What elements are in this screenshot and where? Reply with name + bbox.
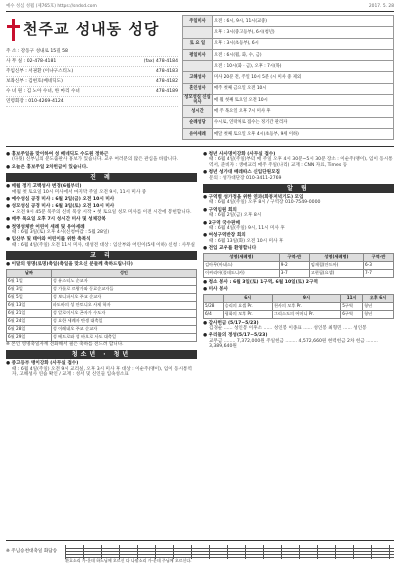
- notice-title: ● 홍보주일을 맞이하여 성 베네딕도 수도원 정하근: [6, 152, 109, 157]
- feast-cell: 6월 28일: [7, 325, 52, 333]
- feast-row: [7, 333, 197, 341]
- mass-time: 오후 : 3시(초등부), 6시: [213, 38, 394, 49]
- feast-row: [7, 285, 197, 293]
- mass-type: 성시간: [183, 106, 213, 117]
- feast-cell: 성 이레네오 주교 순교자: [51, 325, 196, 333]
- mass-row: [183, 95, 394, 106]
- mass-row: [183, 128, 394, 139]
- notice-detail: 때 : 6월 4일(주일) 오전 9시 교리실, 오후 3시 미사 후 대상 : 이순주(맹이), 임이 동시통역자, 고해성사 연습 확인 / 교재 : 성서 및 신인들 입속성소표: [12, 366, 192, 377]
- contact-row: [6, 97, 178, 107]
- notice-detail: (다윗) 신부님의 분도출판사 홍보가 있습니다. 교우 여러분의 많은 관심을 바랍니다.: [12, 157, 179, 163]
- footer: [6, 540, 394, 562]
- contact-phone: 478-4189: [155, 88, 178, 94]
- title-block: [6, 15, 178, 45]
- notice-title: ● 구역별 성가정을 위한 연과(화봉저녁기도) 모임: [203, 195, 304, 201]
- feast-cell: 6월 21일: [7, 309, 52, 317]
- mass-row: [183, 117, 394, 128]
- welcome-cell: 임재철(안드아): [309, 261, 363, 269]
- welcome-header-cell: 성명(세례명): [204, 253, 280, 261]
- mass-type: 주일미사: [183, 16, 213, 27]
- notice-title: ● 구역임원 회의: [203, 207, 237, 213]
- feast-table: [6, 269, 197, 342]
- mass-table: [182, 15, 394, 140]
- feast-row: [7, 277, 197, 285]
- section-heading-doctrine: 교 리: [6, 251, 197, 260]
- service-cell: 천사의 모후 Pr.: [272, 302, 340, 310]
- notice-detail: 때 : 6월 4일(주일) 9시, 11시 미사 후: [209, 226, 285, 232]
- service-header-cell: 11시: [341, 294, 363, 302]
- mass-type: 혼인성사: [183, 83, 213, 94]
- mass-time: 오전 : 10시(화 · 금), 오후 : 7시(목): [213, 61, 394, 72]
- service-header-cell: 오후 6시: [363, 294, 394, 302]
- welcome-cell: 7-7: [364, 269, 394, 277]
- mass-row: [183, 27, 394, 38]
- parish-info: [6, 15, 178, 143]
- content-columns: [6, 150, 394, 377]
- left-column: [6, 150, 197, 377]
- mass-type: 성모성심 신심미사: [184, 95, 211, 106]
- finance-title: ● 우리들의 정성(5/17~5/23): [203, 333, 268, 339]
- notice-title: ● 전입 교우를 환영합니다: [203, 246, 257, 252]
- welcome-header-cell: 구역-반: [364, 253, 394, 261]
- notice-title: ● 여성구역반장 회의: [203, 233, 246, 239]
- cleaning-notice: ● 청소 봉사 : 6월 3일(토) 1구역, 6월 10일(토) 2구역: [203, 279, 318, 285]
- mass-row: [183, 38, 394, 49]
- rite-notices: [6, 184, 197, 248]
- finance-list: 교무금 ........ 7,372,000원 주일헌금 ........ 4,572,660원 현력헌금 2차 헌금 ........ 3,389,640원: [209, 338, 378, 350]
- mass-time: 수시로, 연락처로 접수는 정기간 관리자: [213, 117, 394, 128]
- header-divider: [6, 146, 394, 147]
- notice-detail: 때 : 6월 13일(화) 오전 10시 미사 후: [209, 238, 284, 244]
- service-cell: 6/4: [204, 310, 224, 318]
- feast-cell: 성 알로이시오 곤자가 수도자: [51, 309, 196, 317]
- page-title: 천주교 성내동 성당: [23, 20, 160, 39]
- feast-header-cell: 날짜: [7, 269, 52, 277]
- contact-phone: 478-4182: [155, 78, 178, 84]
- notice-title: ● 매월 정기 고백성사 변경(6월부터): [6, 184, 82, 190]
- feast-cell: 성 베드로와 성 바오로 사도 대축일: [51, 333, 196, 341]
- notice-title: ● 성모성심 공경 미사 : 6월 3일(토) 오전 10시 미사: [6, 204, 115, 210]
- mass-time: 오전 : 6시(월, 화, 수, 금): [213, 49, 394, 60]
- feast-row: [7, 325, 197, 333]
- contact-phone: (fax) 478-4184: [143, 58, 178, 64]
- feast-note: ※ 본인 영명축일자께 전화해서 필은 축하를 전드려 합니다.: [6, 341, 124, 347]
- mass-row: [183, 49, 394, 60]
- thanks-title: ● 감사헌금 (5/17~5/23): [203, 320, 259, 326]
- welcome-cell: 9-2: [279, 261, 309, 269]
- notice-title: ● 첫영성체반 어린이 세례 및 유아세례: [6, 224, 85, 230]
- mass-type: 평일미사: [183, 49, 213, 60]
- notice-detail: 때 : 6월 2일(금) 오후 8시: [209, 213, 262, 219]
- mass-row: [183, 16, 394, 27]
- feast-cell: 성 유스티노 순교자: [51, 277, 196, 285]
- contact-row: [6, 47, 178, 57]
- notice-title: ● 청년 성가대 베레따스 신입단원모집: [203, 170, 280, 176]
- notice-title: ● 중고등부 맹이강화 (사무실 접수): [6, 361, 79, 367]
- mass-time: 오후 : 3시(중고등부), 6시(청년): [213, 27, 394, 38]
- issue-date: 2017. 5. 28: [368, 4, 394, 9]
- service-cell: 승리의 요셉 Pr.: [223, 302, 272, 310]
- mass-service-table: [203, 294, 394, 319]
- mass-row: [183, 61, 394, 72]
- thanks-list: 김경순 ...... 성인봉 이후소 ...... 성인봉 이종표 ...... 성인봉 최형민 ...... 성인봉: [209, 325, 367, 331]
- contact-label: 보좌신부 : 김현호(베네딕도): [6, 78, 63, 84]
- general-notices: [203, 195, 394, 252]
- welcome-cell: 3-7: [279, 269, 309, 277]
- welcome-header: [204, 253, 394, 261]
- feast-cell: 6월 1일: [7, 277, 52, 285]
- header: [6, 15, 394, 143]
- top-divider: [6, 11, 394, 12]
- notice-detail: 때 : 6월 4일(주일)부터 매 주일 오후 4시 30분~5시 30분 장소 : 이순주(맹이), 임이 동시통역서, 준비자 : 생애교리 매주 주일(나리) 교재 : CNN 자료, Times 등: [209, 157, 393, 168]
- feast-cell: 파도바의 성 안토니오 사제 학자: [51, 301, 196, 309]
- welcome-table: [203, 253, 394, 278]
- notice-detail: 때 : 6월 4일(주일) 오후 8시 / 구역장 010-7549-0000: [209, 200, 321, 206]
- notice-title: ● 오늘은 홍보주일 2차헌금이 있습니다.: [6, 164, 88, 170]
- feast-title: ● 이달의 영명(로명)축일(축일을 맞으신 분들께 축하드립니다): [6, 262, 133, 268]
- feast-cell: 성 가롤로 르왕가와 동료순교자들: [51, 285, 196, 293]
- mass-type: 토 요 일: [183, 38, 213, 49]
- welcome-cell: 이씨리아(폴데도니카): [204, 269, 280, 277]
- section-heading-youth: 청소년 · 청년: [6, 350, 197, 359]
- notice-detail: 매월 첫 토요일 10시 미사에서 마지막 주일 오전 9시, 11시 미사 중: [12, 189, 147, 195]
- feast-header-cell: 성인: [51, 269, 196, 277]
- mass-row: [183, 106, 394, 117]
- service-cell: 5구역: [341, 302, 363, 310]
- feast-cell: 6월 24일: [7, 317, 52, 325]
- feast-cell: 6월 13일: [7, 301, 52, 309]
- feast-cell: 6월 29일: [7, 333, 52, 341]
- contact-row: [6, 67, 178, 77]
- mass-time: 매주 첫째 금요일 오전 10시: [213, 83, 394, 94]
- right-column: [203, 150, 394, 377]
- youth-notices: [6, 361, 197, 377]
- welcome-row: [204, 269, 394, 277]
- service-cell: 청년: [363, 310, 394, 318]
- service-header: [204, 294, 394, 302]
- mass-type: [183, 27, 213, 38]
- feast-row: [7, 309, 197, 317]
- left-top-notices: [6, 152, 197, 170]
- right-top-notices: [203, 152, 394, 181]
- section-heading-notices: 알 림: [203, 184, 394, 193]
- feast-cell: 6월 5일: [7, 293, 52, 301]
- feast-row: [7, 293, 197, 301]
- notice-title: ● 매주 목요일 오후 7시 성시간 미사 및 성체강복: [6, 217, 106, 223]
- service-header-cell: 6시: [223, 294, 272, 302]
- welcome-cell: 김아무(아네스): [204, 261, 280, 269]
- notice-detail: • 오전 9시 45분 묵주의 신비 묵상 시작 • 첫 토요일 성모 미사를 이전 시간에 봉헌합니다.: [12, 209, 192, 215]
- service-cell: 청년: [363, 302, 394, 310]
- service-row: [204, 310, 394, 318]
- top-bar: [6, 4, 394, 10]
- footer-lyric: 환호소리 가-운데 하느님께 오르신 다 나팔소리 가-운데 주님께 오르신다.: [65, 557, 192, 563]
- mass-time: 매 월 첫째 토요일 오전 10시: [213, 95, 394, 106]
- section-heading-rites: 진 례: [6, 173, 197, 182]
- contact-label: 연령회장 : 010-4269-4124: [6, 98, 64, 104]
- feast-cell: 성 요한 세례자 탄생 대축일: [51, 317, 196, 325]
- notice-detail: 때 : 6월 3일(토) 오후 4시(신청마감 : 5월 28일): [12, 230, 110, 236]
- notice-detail: 문의 : 성가대단장 010-3411-2769: [209, 175, 282, 181]
- notice-detail: 때 : 6월 4일(주일) 오전 11시 미사, 대성전 대상 : 임산부와 어린이(5세 이하) 신청 : 사무실: [12, 242, 195, 248]
- mass-type: 고해성사: [183, 72, 213, 83]
- contact-list: [6, 47, 178, 107]
- feast-row: [7, 317, 197, 325]
- notice-title: ● 2구역 국수판매: [203, 220, 241, 226]
- contact-label: 주임신부 : 서권환 (이냐구스티노): [6, 68, 74, 74]
- service-cell: 그리스도의 어머니 Pr.: [272, 310, 340, 318]
- welcome-row: [204, 261, 394, 269]
- service-header-cell: 9시: [272, 294, 340, 302]
- feast-row: [7, 301, 197, 309]
- mass-type: 유아세례: [183, 128, 213, 139]
- feast-header: [7, 269, 197, 277]
- contact-row: [6, 87, 178, 97]
- welcome-cell: 고현필(요셉): [309, 269, 363, 277]
- welcome-header-cell: 성명(세례명): [309, 253, 363, 261]
- feast-cell: 성 보니파시오 주교 순교자: [51, 293, 196, 301]
- service-cell: 평화의 모후 Pr.: [223, 310, 272, 318]
- contact-row: [6, 57, 178, 67]
- contact-label: 주 소 : 강동구 성내로 15길 58: [6, 48, 68, 54]
- contact-phone: 478-4183: [155, 68, 178, 74]
- feast-cell: 6월 3일: [7, 285, 52, 293]
- service-row: [204, 302, 394, 310]
- contact-row: [6, 77, 178, 87]
- mass-type: [183, 61, 213, 72]
- cross-icon: [6, 19, 20, 41]
- mass-row: [183, 72, 394, 83]
- notice-title: ● 임산부 및 태아와 어린이를 위한 축복식: [6, 237, 91, 243]
- service-cell: 6구역: [341, 310, 363, 318]
- mass-service-title: ● 미사 봉사: [203, 287, 228, 293]
- mass-type: 순례성당: [183, 117, 213, 128]
- mass-time: 매달 첫째 토요일 오후 4시(초등부, 9세 이하): [213, 128, 394, 139]
- service-header-cell: [204, 294, 224, 302]
- mass-time: 미사 20분 전, 주일 10시 5분 (시 미사 중 제외: [213, 72, 394, 83]
- contact-label: 수 녀 원 : 김 노아 수녀, 한 마리 수녀: [6, 88, 80, 94]
- contact-label: 사 무 실 : 02-478-4181: [6, 58, 57, 64]
- mass-schedule: [182, 15, 394, 143]
- footer-title: ※ 주님승천대축일 화답송: [6, 548, 58, 554]
- notice-title: ● 예수성심 공경 미사 : 6월 2일(금) 오전 10시 미사: [6, 197, 115, 203]
- mass-row: [183, 83, 394, 94]
- welcome-header-cell: 구역-반: [279, 253, 309, 261]
- welcome-cell: 6-3: [364, 261, 394, 269]
- music-staff: [65, 545, 394, 563]
- issue-info: 예수 성심 성월 (제765호) https://sndsd.com: [6, 4, 97, 9]
- mass-time: 오전 : 6시, 9시, 11시(교중): [213, 16, 394, 27]
- notice-title: ● 청년 사사명이강화 (사무실 접수): [203, 152, 276, 157]
- service-cell: 5/28: [204, 302, 224, 310]
- mass-time: 매 주 목요일 오후 7시 미사 후: [213, 106, 394, 117]
